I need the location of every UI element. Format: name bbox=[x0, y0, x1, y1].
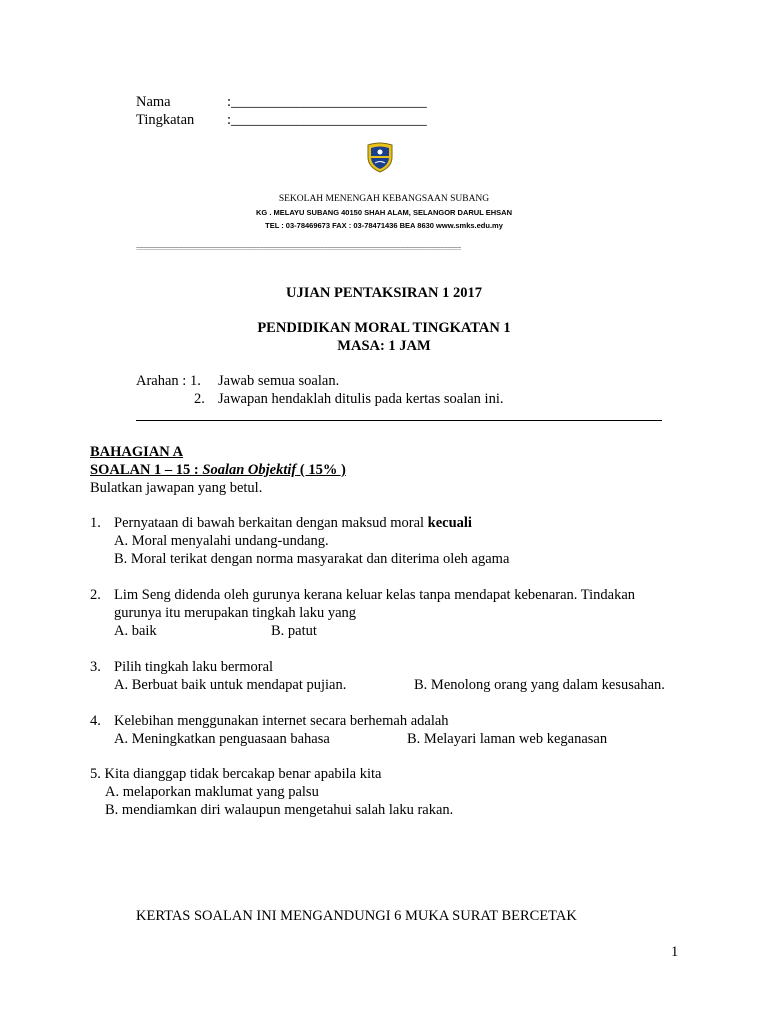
question-2-text-line-1: Lim Seng didenda oleh gurunya kerana keluar kelas tanpa mendapat kebenaran. Tindakan bbox=[114, 587, 636, 603]
section-soalan-heading bbox=[90, 461, 346, 479]
footer-page-count-note: KERTAS SOALAN INI MENGANDUNGI 6 MUKA SURAT BERCETAK bbox=[136, 908, 577, 924]
school-address: KG . MELAYU SUBANG 40150 SHAH ALAM, SELANGOR DARUL EHSAN bbox=[255, 208, 512, 217]
instructions-divider bbox=[136, 420, 662, 421]
question-1-option-a[interactable]: A. Moral menyalahi undang-undang. bbox=[114, 533, 329, 549]
exam-subject: PENDIDIKAN MORAL TINGKATAN 1 bbox=[257, 320, 511, 336]
question-1-option-b[interactable]: B. Moral terikat dengan norma masyarakat dan diterima oleh agama bbox=[114, 551, 510, 567]
question-1-text bbox=[114, 514, 472, 532]
tingkatan-label: Tingkatan bbox=[136, 112, 195, 128]
question-2-option-b[interactable]: B. patut bbox=[271, 623, 317, 639]
question-4-option-a[interactable]: A. Meningkatkan penguasaan bahasa bbox=[114, 731, 330, 747]
tingkatan-blank-line: :___________________________ bbox=[227, 112, 427, 128]
question-5-text: 5. Kita dianggap tidak bercakap benar apabila kita bbox=[90, 766, 382, 782]
exam-title: UJIAN PENTAKSIRAN 1 2017 bbox=[286, 285, 482, 301]
school-crest-logo bbox=[365, 141, 395, 173]
question-1-emphasis: kecuali bbox=[427, 515, 472, 531]
school-contact: TEL : 03-78469673 FAX : 03-78471436 BEA 8630 www.smks.edu.my bbox=[265, 221, 503, 230]
question-5-option-a[interactable]: A. melaporkan maklumat yang palsu bbox=[105, 784, 319, 800]
soalan-range: SOALAN 1 – 15 : bbox=[90, 462, 203, 478]
instructions-label: Arahan : 1. bbox=[136, 373, 201, 389]
soalan-type: Soalan Objektif bbox=[202, 462, 297, 478]
section-title: BAHAGIAN A bbox=[90, 444, 184, 460]
nama-blank-line: :___________________________ bbox=[227, 94, 427, 110]
section-instruction: Bulatkan jawapan yang betul. bbox=[90, 480, 263, 496]
nama-label: Nama bbox=[136, 94, 171, 110]
instruction-item-2: Jawapan hendaklah ditulis pada kertas soalan ini. bbox=[218, 391, 504, 407]
question-2-text-line-2: gurunya itu merupakan tingkah laku yang bbox=[114, 605, 357, 621]
question-4-option-b[interactable]: B. Melayari laman web keganasan bbox=[407, 731, 608, 747]
question-3-text: Pilih tingkah laku bermoral bbox=[114, 659, 274, 675]
question-3-option-b[interactable]: B. Menolong orang yang dalam kesusahan. bbox=[414, 677, 665, 693]
header-divider: ================================================================================================= bbox=[136, 245, 461, 253]
exam-duration: MASA: 1 JAM bbox=[337, 338, 431, 354]
question-5-option-b[interactable]: B. mendiamkan diri walaupun mengetahui salah laku rakan. bbox=[105, 802, 454, 818]
question-number: 2. bbox=[90, 587, 101, 603]
page-number: 1 bbox=[671, 944, 679, 960]
question-number: 1. bbox=[90, 515, 101, 531]
school-name: SEKOLAH MENENGAH KEBANGSAAN SUBANG bbox=[278, 194, 490, 204]
question-1-stem: Pernyataan di bawah berkaitan dengan maksud moral bbox=[114, 515, 428, 531]
question-number: 3. bbox=[90, 659, 101, 675]
instruction-number-2: 2. bbox=[194, 391, 205, 407]
question-4-text: Kelebihan menggunakan internet secara berhemah adalah bbox=[114, 713, 449, 729]
soalan-marks: ( 15% ) bbox=[296, 462, 346, 478]
question-2-option-a[interactable]: A. baik bbox=[114, 623, 157, 639]
instruction-item-1: Jawab semua soalan. bbox=[218, 373, 340, 389]
question-number: 4. bbox=[90, 713, 101, 729]
question-3-option-a[interactable]: A. Berbuat baik untuk mendapat pujian. bbox=[114, 677, 347, 693]
